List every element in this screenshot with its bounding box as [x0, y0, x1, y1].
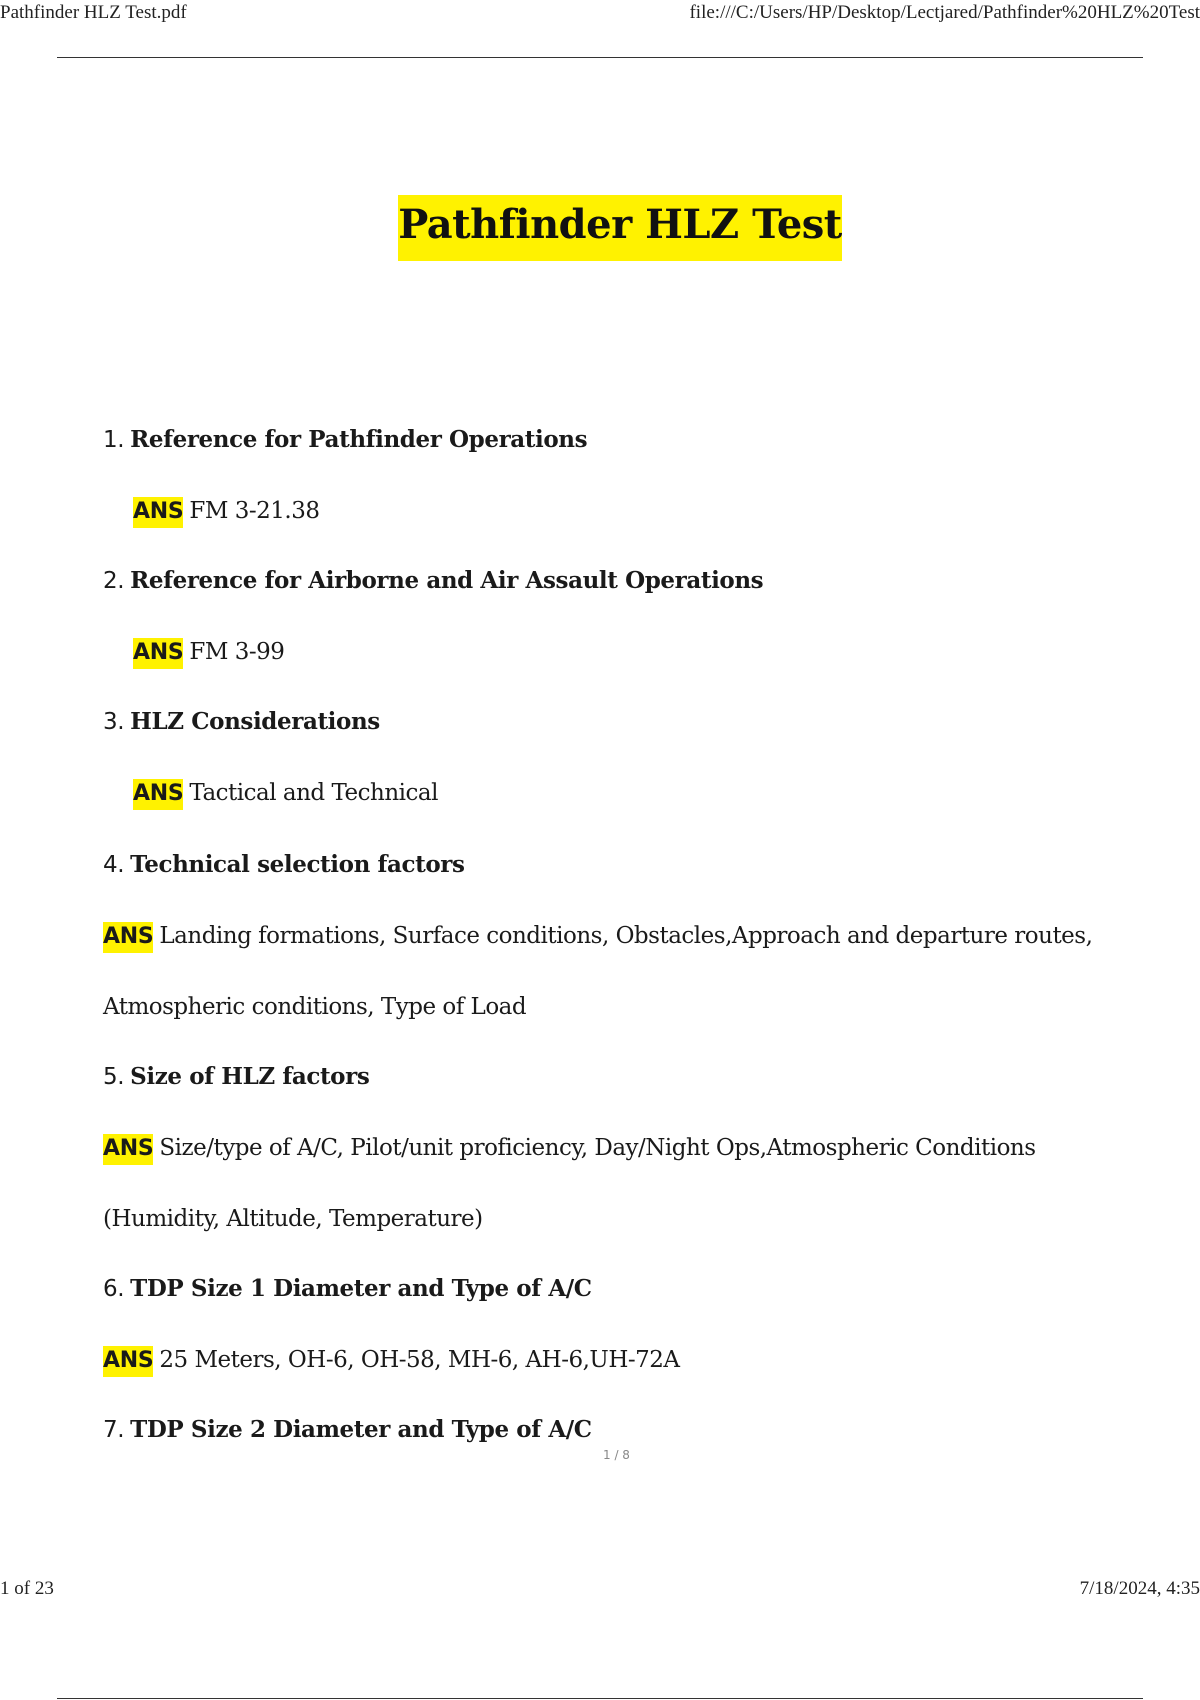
print-footer-timestamp: 7/18/2024, 4:35 — [1079, 1578, 1200, 1599]
print-header-url: file:///C:/Users/HP/Desktop/Lectjared/Pathfinder%20HLZ%20Test — [689, 2, 1200, 23]
print-header — [0, 2, 1200, 28]
answer-6 — [103, 1345, 680, 1376]
answer-text: Landing formations, Surface conditions, Obstacles,Approach and departure routes, — [159, 923, 1093, 949]
ans-label: ANS — [133, 497, 183, 528]
ans-label: ANS — [103, 1134, 153, 1165]
question-number: 4. — [103, 852, 125, 878]
question-number: 2. — [103, 568, 125, 594]
question-2 — [103, 566, 763, 596]
answer-text: FM 3-99 — [189, 639, 285, 665]
question-5 — [103, 1062, 369, 1092]
ans-label: ANS — [133, 779, 183, 810]
document-title — [0, 195, 1200, 261]
header-divider — [57, 57, 1143, 58]
ans-label: ANS — [103, 1346, 153, 1377]
answer-4 — [103, 921, 1092, 952]
question-number: 6. — [103, 1276, 125, 1302]
footer-divider — [57, 1698, 1143, 1699]
question-text: Size of HLZ factors — [130, 1063, 370, 1090]
print-footer-page-count: 1 of 23 — [0, 1578, 54, 1599]
answer-text: Size/type of A/C, Pilot/unit proficiency, Day/Night Ops,Atmospheric Conditions — [159, 1135, 1036, 1161]
question-4 — [103, 850, 465, 880]
page-indicator: 1 / 8 — [603, 1448, 630, 1462]
print-footer — [0, 1578, 1200, 1604]
question-text: HLZ Considerations — [130, 708, 380, 735]
question-number: 3. — [103, 709, 125, 735]
question-text: TDP Size 1 Diameter and Type of A/C — [130, 1275, 592, 1302]
answer-text: 25 Meters, OH-6, OH-58, MH-6, AH-6,UH-72A — [159, 1347, 680, 1373]
answer-3 — [133, 778, 438, 809]
answer-5 — [103, 1133, 1036, 1164]
question-1 — [103, 425, 587, 455]
question-6 — [103, 1274, 592, 1304]
question-text: Reference for Airborne and Air Assault Operations — [130, 567, 764, 594]
answer-2 — [133, 637, 284, 668]
ans-label: ANS — [133, 638, 183, 669]
answer-5-continued: (Humidity, Altitude, Temperature) — [103, 1206, 483, 1232]
answer-text: Tactical and Technical — [189, 780, 438, 806]
question-number: 1. — [103, 427, 125, 453]
question-number: 7. — [103, 1417, 125, 1443]
answer-text: FM 3-21.38 — [189, 498, 320, 524]
question-text: TDP Size 2 Diameter and Type of A/C — [130, 1416, 592, 1443]
question-text: Technical selection factors — [130, 851, 465, 878]
question-3 — [103, 707, 380, 737]
answer-1 — [133, 496, 319, 527]
question-text: Reference for Pathfinder Operations — [130, 426, 588, 453]
question-number: 5. — [103, 1064, 125, 1090]
answer-4-continued: Atmospheric conditions, Type of Load — [103, 994, 527, 1020]
print-header-filename: Pathfinder HLZ Test.pdf — [0, 2, 187, 23]
ans-label: ANS — [103, 922, 153, 953]
document-title-text: Pathfinder HLZ Test — [398, 195, 842, 261]
question-7 — [103, 1415, 592, 1445]
